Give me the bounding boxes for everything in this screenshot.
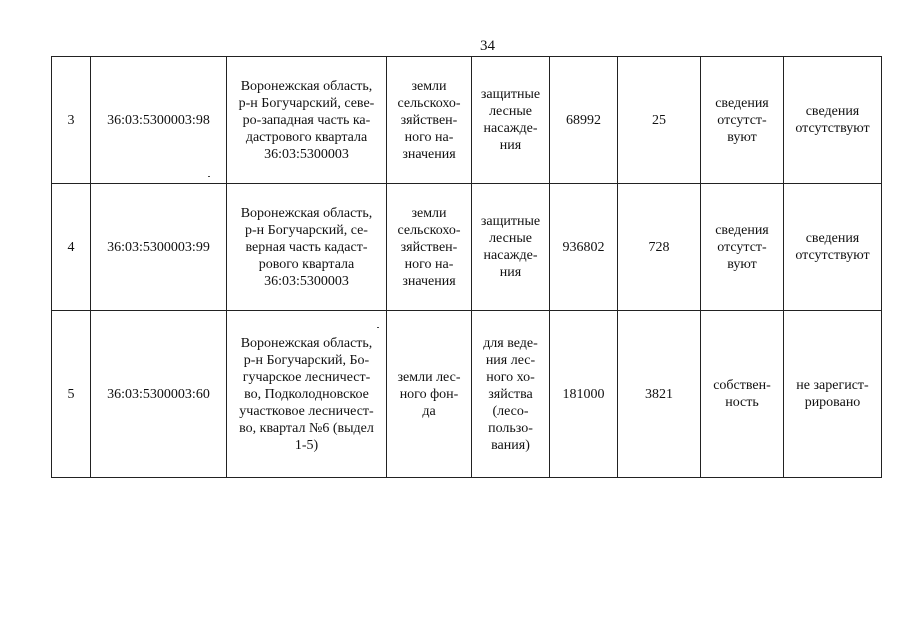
cadastral-number-cell: 36:03:5300003:99 xyxy=(91,184,227,311)
right-type-cell: сведения отсутст- вуют xyxy=(701,184,784,311)
value-cell: 3821 xyxy=(618,311,701,478)
row-number-cell: 4 xyxy=(52,184,91,311)
location-cell: Воронежская область, р-н Богучарский, се- верная часть кадаст- рового квартала 36:03:5300003 xyxy=(227,184,387,311)
permitted-use-cell: защитные лесные насажде- ния xyxy=(472,184,550,311)
cadastral-number-cell: 36:03:5300003:98 xyxy=(91,57,227,184)
value-cell: 728 xyxy=(618,184,701,311)
area-cell: 181000 xyxy=(550,311,618,478)
cadastral-number-cell: 36:03:5300003:60 xyxy=(91,311,227,478)
page-number: 34 xyxy=(480,38,495,54)
permitted-use-cell: для веде- ния лес- ного хо- зяйства (лесо- пользо- вания) xyxy=(472,311,550,478)
scan-speck xyxy=(377,327,379,328)
value-cell: 25 xyxy=(618,57,701,184)
land-category-cell: земли сельскохо- зяйствен- ного на- значения xyxy=(387,184,472,311)
area-cell: 936802 xyxy=(550,184,618,311)
row-number-cell: 3 xyxy=(52,57,91,184)
right-type-cell: сведения отсутст- вуют xyxy=(701,57,784,184)
location-cell: Воронежская область, р-н Богучарский, Бо- гучарское лесничест- во, Подколодновское участковое лесничест- во, квартал №6 (выдел 1-5) xyxy=(227,311,387,478)
area-cell: 68992 xyxy=(550,57,618,184)
registration-cell: сведения отсутствуют xyxy=(784,184,882,311)
row-number-cell: 5 xyxy=(52,311,91,478)
location-cell: Воронежская область, р-н Богучарский, севе- ро-западная часть ка- дастрового квартала 36:03:5300003 xyxy=(227,57,387,184)
land-plots-table xyxy=(51,56,882,478)
scan-speck xyxy=(208,176,210,177)
land-category-cell: земли сельскохо- зяйствен- ного на- значения xyxy=(387,57,472,184)
registration-cell: сведения отсутствуют xyxy=(784,57,882,184)
table-row xyxy=(52,57,882,184)
right-type-cell: собствен- ность xyxy=(701,311,784,478)
registration-cell: не зарегист- рировано xyxy=(784,311,882,478)
table-row xyxy=(52,311,882,478)
permitted-use-cell: защитные лесные насажде- ния xyxy=(472,57,550,184)
land-category-cell: земли лес- ного фон- да xyxy=(387,311,472,478)
table-row xyxy=(52,184,882,311)
